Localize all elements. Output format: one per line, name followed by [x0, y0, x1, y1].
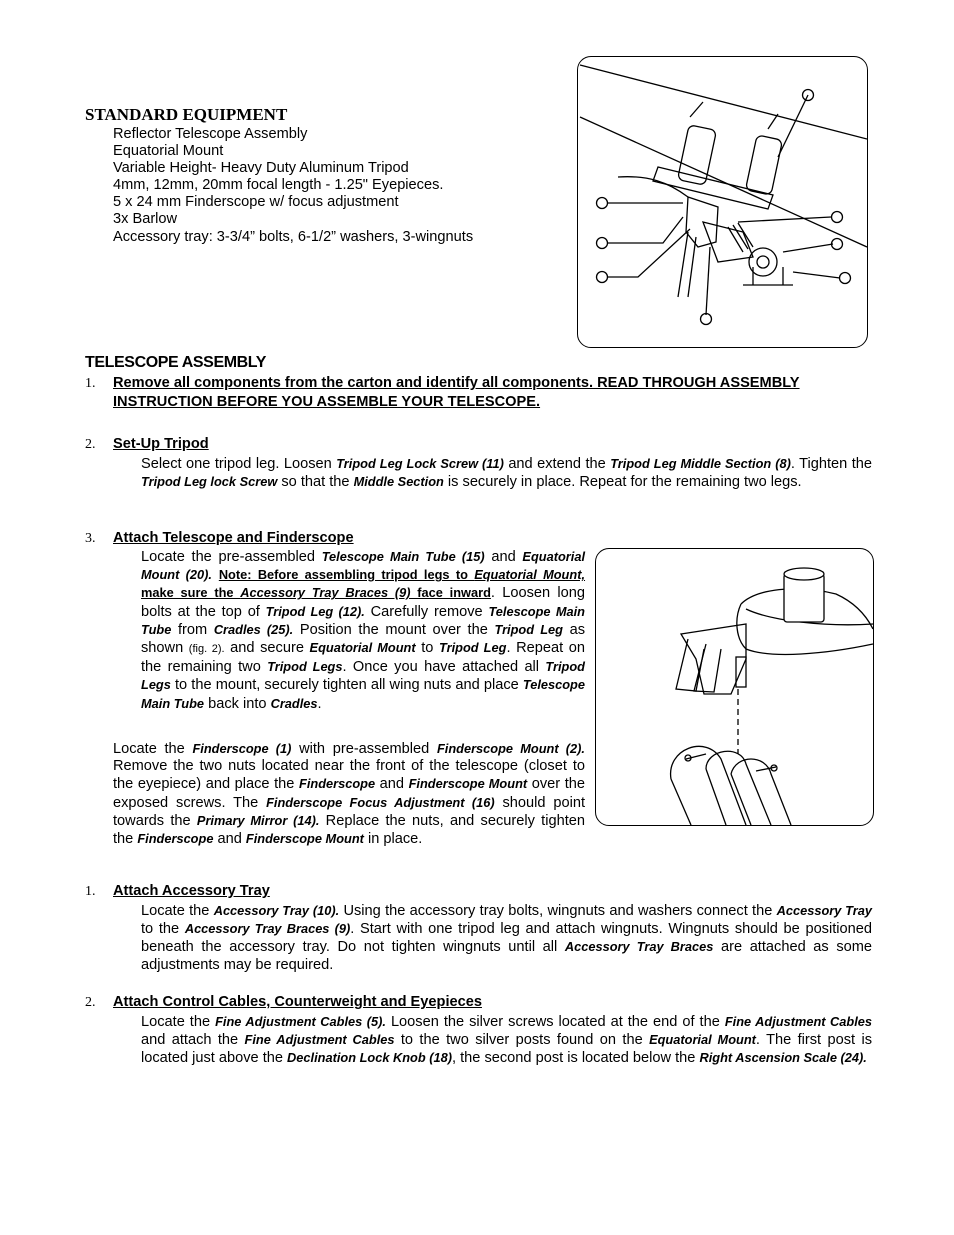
tripod-leg-illustration — [596, 549, 873, 825]
step-number: 1. — [85, 376, 96, 391]
list-item: 4mm, 12mm, 20mm focal length - 1.25" Eyepieces. — [113, 177, 444, 194]
step-number: 2. — [85, 437, 96, 452]
step-number: 1. — [85, 884, 96, 899]
step4-title: Attach Accessory Tray — [113, 883, 270, 899]
list-item: Accessory tray: 3-3/4” bolts, 6-1/2” washers, 3-wingnuts — [113, 228, 474, 245]
equipment-list — [113, 126, 473, 246]
step2-title: Set-Up Tripod — [113, 436, 209, 452]
figure-tripod-leg-mount — [595, 548, 874, 826]
step3-text-finderscope: Locate the Finderscope (1) with pre-assembled Finderscope Mount (2). Remove the two nuts located near the front of the telescope (closet to the eyepiece) and place the Finderscope and Finderscope Mount over the exposed screws. The Finderscope Focus Adjustment (16) should point towards the Primary Mirror (14). Replace the nuts, and securely tighten the Finderscope and Finderscope Mount in place. — [113, 741, 586, 848]
list-item: Variable Height- Heavy Duty Aluminum Tripod — [113, 160, 409, 177]
step5-text: Locate the Fine Adjustment Cables (5). Loosen the silver screws located at the end of the Fine Adjustment Cables and attach the Fine Adjustment Cables to the two silver posts found on the Equatorial Mount. The first post is located just above the Declination Lock Knob (18), the second post is located below the Right Ascension Scale (24). — [141, 1014, 873, 1067]
list-item: 5 x 24 mm Finderscope w/ focus adjustment — [113, 194, 399, 211]
telescope-assembly-heading: TELESCOPE ASSEMBLY — [85, 354, 266, 371]
step-number: 2. — [85, 995, 96, 1010]
standard-equipment-heading: STANDARD EQUIPMENT — [85, 105, 288, 124]
step2-text: Select one tripod leg. Loosen Tripod Leg Lock Screw (11) and extend the Tripod Leg Middle Section (8). Tighten the Tripod Leg lock Screw so that the Middle Section is securely in place. Repeat for the remaining two legs. — [141, 456, 873, 491]
list-item: Reflector Telescope Assembly — [113, 126, 308, 142]
step1-line1: Remove all components from the carton and identify all components. READ THROUGH ASSEMBLY — [113, 375, 800, 391]
mount-illustration — [578, 57, 867, 347]
step1-line2: INSTRUCTION BEFORE YOU ASSEMBLE YOUR TELESCOPE. — [113, 394, 541, 410]
figure-equatorial-mount — [577, 56, 868, 348]
step3-text-telescope: Locate the pre-assembled Telescope Main Tube (15) and Equatorial Mount (20). Note: Before assembling tripod legs to Equatorial Mount, make sure the Accessory Tray Braces (9) face inward. Loosen long bolts at the top of Tripod Leg (12). Carefully remove Telescope Main Tube from Cradles (25). Position the mount over the Tripod Leg as shown (fig. 2). and secure Equatorial Mount to Tripod Leg. Repeat on the remaining two Tripod Legs. Once you have attached all Tripod Legs to the mount, securely tighten all wing nuts and place Telescope Main Tube back into Cradles. — [141, 549, 586, 712]
list-item: Equatorial Mount — [113, 143, 224, 160]
step3-title: Attach Telescope and Finderscope — [113, 530, 354, 546]
list-item: 3x Barlow — [113, 211, 178, 228]
step-number: 3. — [85, 531, 96, 546]
step5-title: Attach Control Cables, Counterweight and Eyepieces — [113, 994, 482, 1010]
step4-text: Locate the Accessory Tray (10). Using the accessory tray bolts, wingnuts and washers connect the Accessory Tray to the Accessory Tray Braces (9). Start with one tripod leg and attach wingnuts. Wingnuts should be positioned beneath the accessory tray. Do not tighten wingnuts until all Accessory Tray Braces are attached as some adjustments may be required. — [141, 903, 873, 973]
